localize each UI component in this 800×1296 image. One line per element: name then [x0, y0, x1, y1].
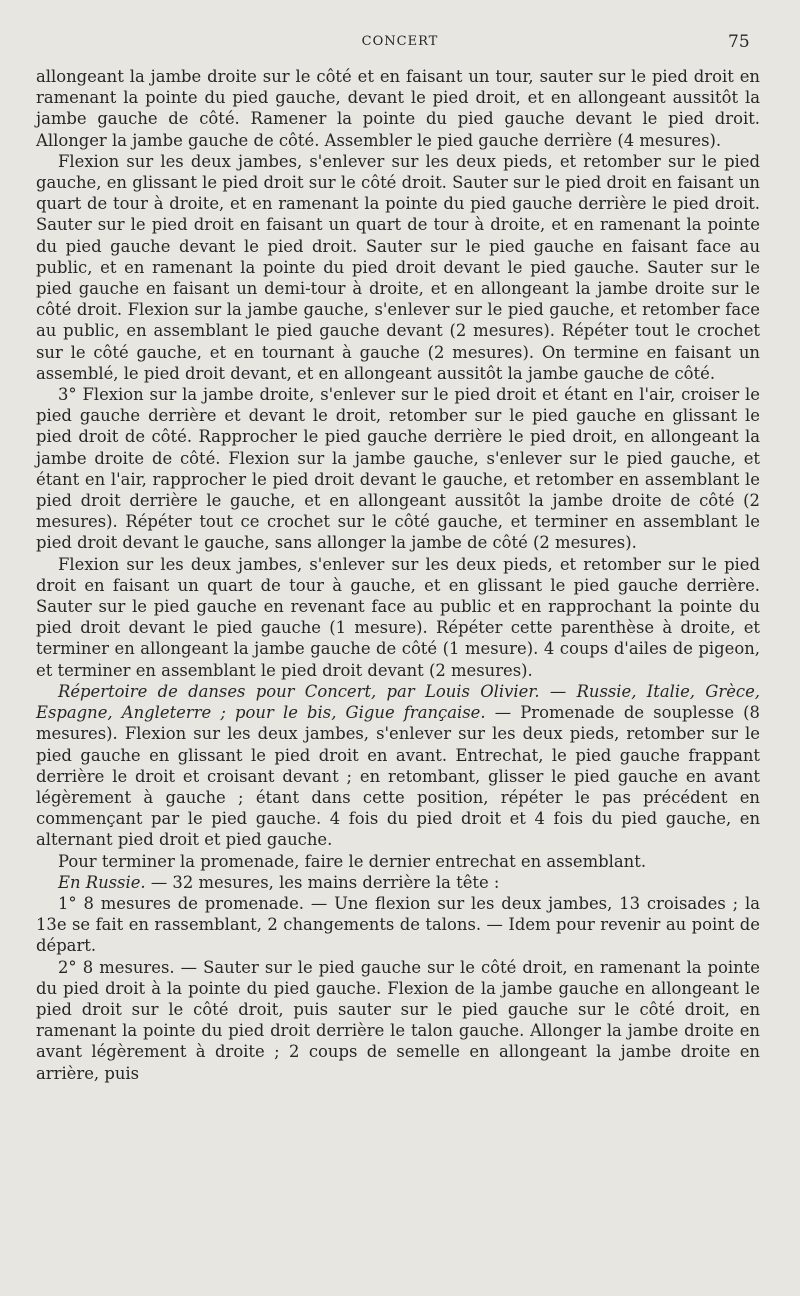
- body-text: [36, 66, 760, 1084]
- paragraph-3-text: Flexion sur la jambe droite, s'enlever sur le pied droit et étant en l'air, croiser le pied gauche derrière et devant le droit, retomber sur le pied gauche en glissant le pied droit de côté. Rapprocher le pied gauche derrière le pied droit, en allongeant la jambe droite de côté. Flexion sur la jambe gauche, s'enlever sur le pied gauche, et étant en l'air, rapprocher le pied droit devant le gauche, et retomber en assemblant le pied droit derrière le gauche, et en allongeant aussitôt la jambe droite de côté (2 mesures). Répéter tout ce crochet sur le côté gauche, et terminer en assemblant le pied droit devant le gauche, sans allonger la jambe de côté (2 mesures).: [36, 385, 760, 553]
- paragraph-3: [36, 384, 760, 554]
- paragraph-3-number: 3°: [58, 385, 77, 405]
- paragraph-6: Pour terminer la promenade, faire le dernier entrechat en assemblant.: [58, 851, 647, 871]
- paragraph-5-text: — Promenade de souplesse (8 mesures). Flexion sur les deux jambes, s'enlever sur les deux pieds, retomber sur le pied gauche en glissant le pied droit en avant. Entrechat, le pied gauche frappant derrière le droit et croisant devant ; en retombant, glisser le pied gauche en avant légèrement à gauche ; étant dans cette position, répéter le pas précédent en commençant par le pied gauche. 4 fois du pied droit et 4 fois du pied gauche, en alternant pied droit et pied gauche.: [36, 703, 760, 850]
- paragraph-7-text: — 32 mesures, les mains derrière la tête :: [145, 872, 500, 892]
- paragraph-8: [36, 893, 760, 957]
- paragraph-9-text: 8 mesures. — Sauter sur le pied gauche sur le côté droit, en ramenant la pointe du pied droit à la pointe du pied gauche. Flexion de la jambe gauche en allongeant le pied droit sur le côté droit, puis sauter sur le pied gauche sur le côté droit, en ramenant la pointe du pied droit derrière le talon gauche. Allonger la jambe droite en avant légèrement à droite ; 2 coups de semelle en allongeant la jambe droite en arrière, puis: [36, 957, 760, 1083]
- paragraph-4: Flexion sur les deux jambes, s'enlever sur les deux pieds, et retomber sur le pied droit en faisant un quart de tour à gauche, et en glissant le pied gauche derrière. Sauter sur le pied gauche en revenant face au public et en rapprochant la pointe du pied droit devant le pied gauche (1 mesure). Répéter cette parenthèse à droite, et terminer en allongeant la jambe gauche de côté (1 mesure). 4 coups d'ailes de pigeon, et terminer en assemblant le pied droit devant (2 mesures).: [36, 554, 760, 680]
- page-number: 75: [728, 32, 750, 52]
- paragraph-2: Flexion sur les deux jambes, s'enlever sur les deux pieds, et retomber sur le pied gauche, en glissant le pied droit sur le côté droit. Sauter sur le pied droit en faisant un quart de tour à droite, et en ramenant la pointe du pied gauche derrière le pied droit. Sauter sur le pied droit en faisant un quart de tour à droite, et en ramenant la pointe du pied gauche devant le pied droit. Sauter sur le pied gauche en faisant face au public, et en ramenant la pointe du pied droit devant le pied gauche. Sauter sur le pied gauche en faisant un demi-tour à droite, et en allongeant la jambe droite sur le côté droit. Flexion sur la jambe gauche, s'enlever sur le pied gauche, et retomber face au public, en assemblant le pied gauche devant (2 mesures). Répéter tout le crochet sur le côté gauche, et en tournant à gauche (2 mesures). On termine en faisant un assemblé, le pied droit devant, et en allongeant aussitôt la jambe gauche de côté.: [36, 151, 760, 383]
- repertoire-heading: Répertoire de danses pour Concert, par Louis Olivier. — Russie, Italie, Grèce, Espagne, Angleterre ; pour le bis, Gigue française.: [36, 681, 760, 723]
- paragraph-9: [36, 957, 760, 1084]
- running-title: CONCERT: [361, 34, 439, 49]
- russie-heading: En Russie.: [58, 872, 146, 892]
- paragraph-5: [36, 681, 760, 851]
- paragraph-7: [36, 872, 760, 893]
- paragraph-8-text: 8 mesures de promenade. — Une flexion sur les deux jambes, 13 croisades ; la 13e se fait en rassemblant, 2 changements de talons. — Idem pour revenir au point de départ.: [36, 893, 760, 956]
- paragraph-9-number: 2°: [58, 957, 77, 977]
- paragraph-8-number: 1°: [58, 893, 77, 913]
- paragraph-1: allongeant la jambe droite sur le côté et en faisant un tour, sauter sur le pied droit en ramenant la pointe du pied gauche, devant le pied droit, et en allongeant aussitôt la jambe gauche de côté. Ramener la pointe du pied gauche devant le pied droit. Allonger la jambe gauche de côté. Assembler le pied gauche derrière (4 mesures).: [36, 67, 760, 150]
